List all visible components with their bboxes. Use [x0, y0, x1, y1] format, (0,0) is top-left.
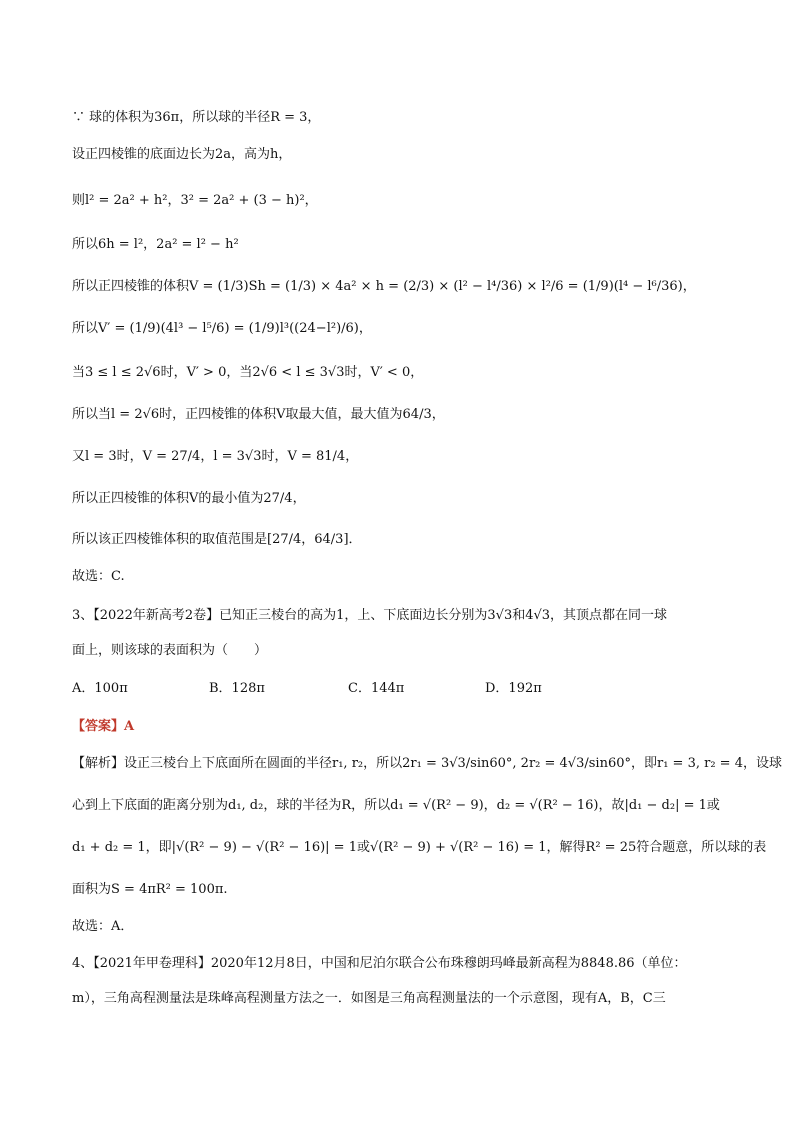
solution-line-2: 设正四棱锥的底面边长为2a，高为h， — [72, 147, 292, 162]
explanation-line-1: 【解析】设正三棱台上下底面所在圆面的半径r₁, r₂，所以2r₁ = 3√3/sin60°, 2r₂ = 4√3/sin60°，即r₁ = 3, r₂ = 4，设球 — [72, 756, 782, 771]
solution-line-8: 所以当l = 2√6时，正四棱锥的体积V取最大值，最大值为64/3， — [72, 407, 445, 422]
solution-line-7: 当3 ≤ l ≤ 2√6时，V′ > 0，当2√6 < l ≤ 3√3时，V′ < 0， — [72, 365, 424, 380]
option-c: C．144π — [348, 681, 405, 696]
explanation-line-4: 面积为S = 4πR² = 100π. — [72, 882, 228, 897]
explanation-line-3: d₁ + d₂ = 1，即|√(R² − 9) − √(R² − 16)| = 1或√(R² − 9) + √(R² − 16) = 1，解得R² = 25符合题意，所以球的表 — [72, 840, 767, 855]
solution-line-3: 则l² = 2a² + h²，3² = 2a² + (3 − h)²， — [72, 193, 318, 208]
question-3-line-2: 面上，则该球的表面积为（ ） — [72, 643, 268, 658]
option-a: A．100π — [72, 681, 128, 696]
solution-line-12: 故选：C. — [72, 569, 125, 584]
question-4-line-1: 4、【2021年甲卷理科】2020年12月8日，中国和尼泊尔联合公布珠穆朗玛峰最新高程为8848.86（单位： — [72, 956, 687, 971]
solution-line-5: 所以正四棱锥的体积V = (1/3)Sh = (1/3) × 4a² × h = (2/3) × (l² − l⁴/36) × l²/6 = (1/9)(l⁴ − l⁶/36)， — [72, 279, 696, 294]
answer-label: 【答案】A — [72, 719, 135, 734]
solution-line-4: 所以6h = l²，2a² = l² − h² — [72, 237, 239, 252]
explanation-line-5: 故选：A． — [72, 919, 134, 934]
option-d: D．192π — [485, 681, 542, 696]
solution-line-6: 所以V′ = (1/9)(4l³ − l⁵/6) = (1/9)l³((24−l²)/6)， — [72, 321, 372, 336]
explanation-line-2: 心到上下底面的距离分别为d₁, d₂，球的半径为R，所以d₁ = √(R² − 9)，d₂ = √(R² − 16)，故|d₁ − d₂| = 1或 — [72, 798, 720, 813]
question-3-options — [72, 680, 732, 698]
question-4-line-2: m），三角高程测量法是珠峰高程测量方法之一．如图是三角高程测量法的一个示意图，现有A，B，C三 — [72, 991, 666, 1006]
solution-line-9: 又l = 3时，V = 27/4，l = 3√3时，V = 81/4， — [72, 449, 359, 464]
option-b: B．128π — [209, 681, 265, 696]
question-3-line-1: 3、【2022年新高考2卷】已知正三棱台的高为1，上、下底面边长分别为3√3和4√3，其顶点都在同一球 — [72, 608, 668, 623]
solution-line-10: 所以正四棱锥的体积V的最小值为27/4， — [72, 491, 306, 506]
solution-line-1: ∵ 球的体积为36π，所以球的半径R = 3， — [72, 110, 321, 125]
solution-line-11: 所以该正四棱锥体积的取值范围是[27/4，64/3]． — [72, 532, 362, 547]
